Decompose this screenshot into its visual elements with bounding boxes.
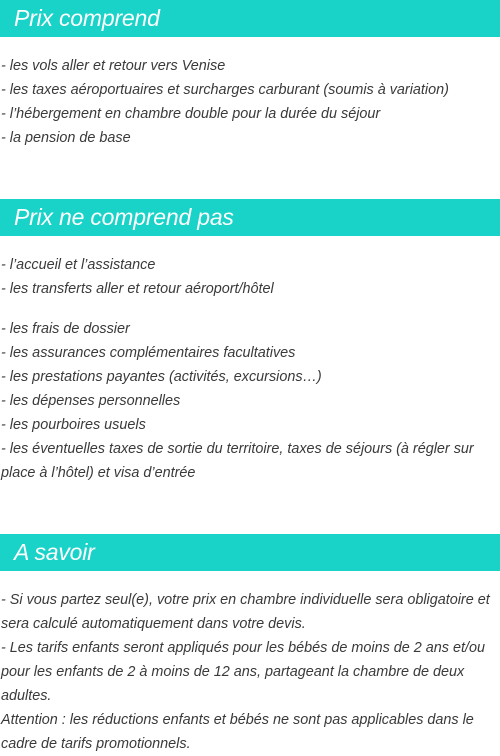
list-item: - les pourboires usuels <box>1 417 146 433</box>
section-title-prix-ne-comprend-pas: Prix ne comprend pas <box>0 199 500 236</box>
list-item: - les vols aller et retour vers Venise <box>1 58 226 74</box>
included-list <box>1 54 499 150</box>
list-item: - l’accueil et l’assistance <box>1 257 156 273</box>
list-item: - les prestations payantes (activités, excursions…) <box>1 369 322 385</box>
list-item: - les dépenses personnelles <box>1 393 181 409</box>
list-item: - les taxes aéroportuaires et surcharges carburant (soumis à variation) <box>1 82 449 98</box>
excluded-list <box>1 253 499 485</box>
list-item: - la pension de base <box>1 130 131 146</box>
info-paragraph: Attention : les réductions enfants et bébés ne sont pas applicables dans le cadre de tarifs promotionnels. <box>1 712 474 752</box>
info-paragraph: - Si vous partez seul(e), votre prix en chambre individuelle sera obligatoire et sera calculé automatiquement dans votre devis. <box>1 592 490 632</box>
list-item: - les transferts aller et retour aéroport/hôtel <box>1 281 274 297</box>
section-title-prix-comprend: Prix comprend <box>0 0 500 37</box>
info-paragraph: - Les tarifs enfants seront appliqués pour les bébés de moins de 2 ans et/ou pour les enfants de 2 à moins de 12 ans, partageant la chambre de deux adultes. <box>1 640 485 704</box>
section-title-a-savoir: A savoir <box>0 534 500 571</box>
list-item: - les frais de dossier <box>1 321 130 337</box>
list-item: - les assurances complémentaires facultatives <box>1 345 296 361</box>
list-item: - les éventuelles taxes de sortie du territoire, taxes de séjours (à régler sur place à l’hôtel) et visa d’entrée <box>1 441 474 481</box>
list-item: - l’hébergement en chambre double pour la durée du séjour <box>1 106 381 122</box>
